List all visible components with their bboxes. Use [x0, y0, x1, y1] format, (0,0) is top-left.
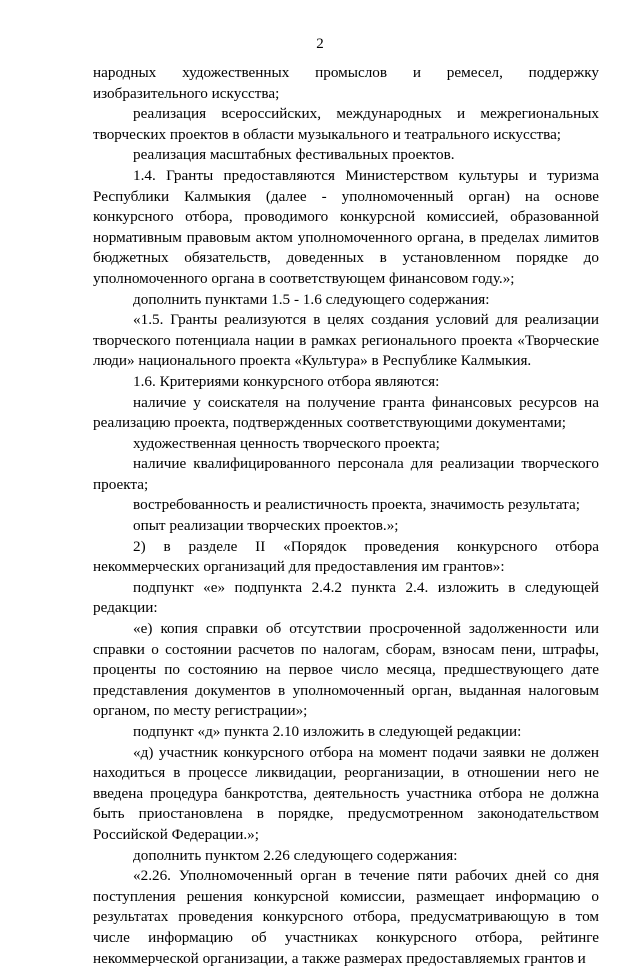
paragraph: дополнить пунктами 1.5 - 1.6 следующего содержания: [133, 290, 490, 308]
paragraph: 1.6. Критериями конкурсного отбора являются: [133, 372, 440, 390]
paragraph: 1.4. Гранты предоставляются Министерством культуры и туризма Республики Калмыкия (далее - уполномоченный орган) на основе конкурсного отбора, проводимого конкурсной комиссией, образованной нормативным правовым актом уполномоченного органа, в пределах лимитов бюджетных обязательств, доведенных в установленном порядке до уполномоченного органа в соответствующем финансовом году.»; [93, 166, 599, 287]
paragraph: подпункт «д» пункта 2.10 изложить в следующей редакции: [133, 723, 522, 740]
paragraph: «д) участник конкурсного отбора на момент подачи заявки не должен находиться в процессе ликвидации, реорганизации, в отношении него не введена процедура банкротства, деятельность участника отбора не должна быть приостановлена в порядке, предусмотренном законодательством Российской Федерации.»; [93, 743, 599, 843]
paragraph: подпункт «е» подпункта 2.4.2 пункта 2.4. изложить в следующей редакции: [93, 578, 599, 617]
paragraph: востребованность и реалистичность проекта, значимость результата; [133, 496, 580, 514]
document-body [93, 63, 599, 969]
paragraph: наличие квалифицированного персонала для реализации творческого проекта; [93, 455, 599, 493]
paragraph: «е) копия справки об отсутствии просроченной задолженности или справки о состоянии расчетов по налогам, сборам, взносам пени, штрафы, проценты по состоянию на первое число месяца, предшествующего дате представления документов в уполномоченный орган, выданная налоговым органом, по месту регистрации»; [93, 620, 599, 720]
paragraph: «2.26. Уполномоченный орган в течение пяти рабочих дней со дня поступления решения конкурсной комиссии, размещает информацию о результатах проведения конкурсного отбора, предусматривающую в том числе информацию об участниках конкурсного отбора, рейтинге некоммерческой организации, а также размерах предоставляемых грантов и [93, 867, 599, 967]
paragraph: опыт реализации творческих проектов.»; [133, 517, 399, 535]
paragraph: художественная ценность творческого проекта; [133, 434, 440, 452]
paragraph: дополнить пунктом 2.26 следующего содержания: [133, 846, 458, 864]
paragraph: «1.5. Гранты реализуются в целях создания условий для реализации творческого потенциала нации в рамках регионального проекта «Творческие люди» национального проекта «Культура» в Республике Калмыкия. [93, 311, 599, 370]
paragraph: наличие у соискателя на получение гранта финансовых ресурсов на реализацию проекта, подтвержденных соответствующими документами; [93, 393, 599, 432]
page-number: 2 [316, 36, 324, 52]
paragraph: реализация всероссийских, международных и межрегиональных творческих проектов в области музыкального и театрального искусства; [93, 105, 599, 143]
paragraph: 2) в разделе II «Порядок проведения конкурсного отбора некоммерческих организаций для предоставления им грантов»: [93, 537, 599, 576]
paragraph: реализация масштабных фестивальных проектов. [133, 146, 455, 164]
paragraph: народных художественных промыслов и ремесел, поддержку изобразительного искусства; [93, 64, 599, 102]
